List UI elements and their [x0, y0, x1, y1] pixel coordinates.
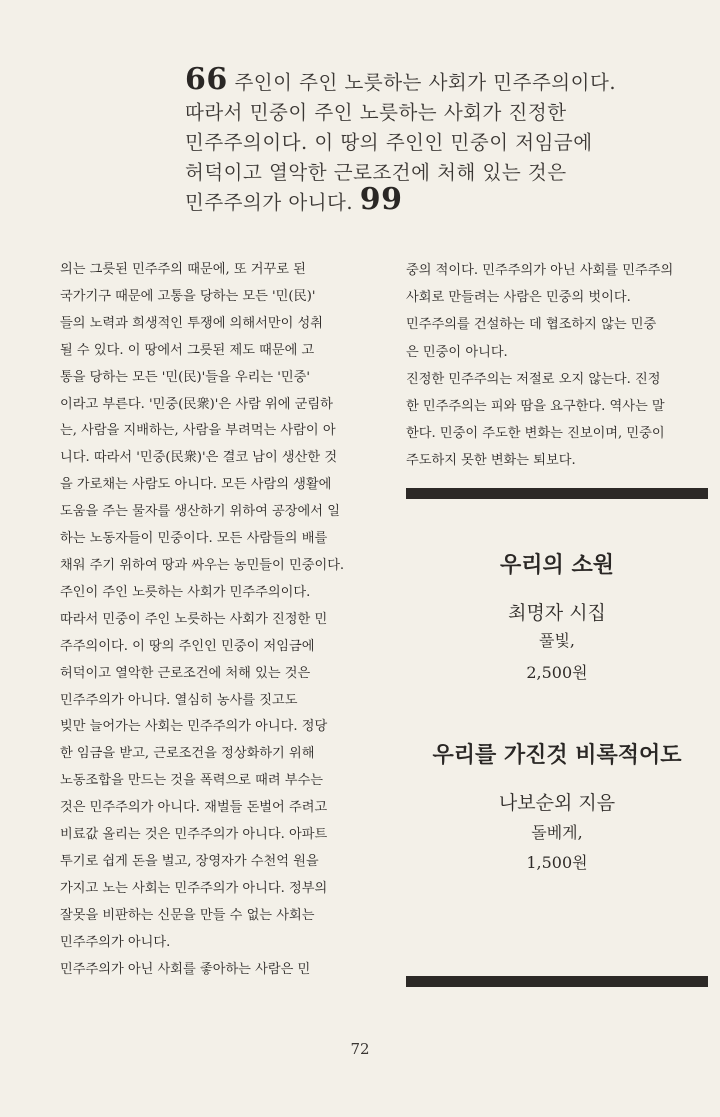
- pull-quote-line: [185, 182, 655, 218]
- close-quote-mark: 99: [359, 182, 403, 217]
- body-text-line: 은 민중이 아니다.: [406, 344, 508, 360]
- body-text-line: 하는 노동자들이 민중이다. 모든 사람들의 배를: [60, 531, 328, 547]
- body-text-line: 민주주의가 아니다.: [60, 934, 171, 950]
- pull-quote-text: 민주주의가 아니다.: [185, 191, 354, 214]
- body-text-line: 가지고 노는 사회는 민주주의가 아니다. 정부의: [60, 880, 328, 896]
- body-text-line: 의는 그릇된 민주주의 때문에, 또 거꾸로 된: [60, 262, 306, 277]
- body-text-line: 비료값 올리는 것은 민주주의가 아니다. 아파트: [60, 827, 328, 843]
- body-text-line: 잘못을 비판하는 신문을 만들 수 없는 사회는: [60, 907, 315, 923]
- divider-rule: [406, 976, 708, 987]
- pull-quote-line: 허덕이고 열악한 근로조건에 처해 있는 것은: [185, 161, 567, 184]
- ad-publisher: 풀빛,: [539, 631, 575, 650]
- body-text-line: 진정한 민주주의는 저절로 오지 않는다. 진정: [406, 371, 661, 387]
- body-text-line: 빚만 늘어가는 사회는 민주주의가 아니다. 정당: [60, 719, 328, 735]
- body-text-line: 허덕이고 열악한 근로조건에 처해 있는 것은: [60, 665, 311, 681]
- divider-rule: [406, 488, 708, 499]
- body-text-line: 들의 노력과 희생적인 투쟁에 의해서만이 성취: [60, 315, 324, 331]
- pull-quote-line: [185, 62, 655, 98]
- body-text-line: 투기로 쉽게 돈을 벌고, 장영자가 수천억 원을: [60, 853, 319, 869]
- body-text-line: 는, 사람을 지배하는, 사람을 부려먹는 사람이 아: [60, 423, 336, 439]
- body-text-line: 채워 주기 위하여 땅과 싸우는 농민들이 민중이다.: [60, 557, 345, 573]
- body-text-line: 민주주의를 건설하는 데 협조하지 않는 민중: [406, 317, 657, 333]
- ad-book-title: 우리의 소원: [500, 553, 614, 578]
- right-text-column: [406, 257, 716, 475]
- body-text-line: 을 가로채는 사람도 아니다. 모든 사람의 생활에: [60, 477, 332, 493]
- body-text-line: 통을 당하는 모든 '민(民)'들을 우리는 '민중': [60, 369, 311, 385]
- pull-quote: [185, 62, 655, 218]
- ad-price: 2,500원: [526, 663, 588, 682]
- body-text-line: 국가기구 때문에 고통을 당하는 모든 '민(民)': [60, 288, 316, 304]
- body-text-line: 한다. 민중이 주도한 변화는 진보이며, 민중이: [406, 426, 665, 442]
- page-number: 72: [350, 1040, 370, 1058]
- body-text-line: 사회로 만들려는 사람은 민중의 벗이다.: [406, 290, 631, 306]
- ad-publisher: 돌베게,: [531, 823, 583, 842]
- body-text-line: 도움을 주는 물자를 생산하기 위하여 공장에서 일: [60, 504, 340, 520]
- pull-quote-line: 따라서 민중이 주인 노릇하는 사회가 진정한: [185, 101, 567, 124]
- body-text-line: 니다. 따라서 '민중(民衆)'은 결코 남이 생산한 것: [60, 450, 338, 466]
- body-text-line: 한 임금을 받고, 근로조건을 정상화하기 위해: [60, 746, 315, 762]
- ad-book-title: 우리를 가진것 비록적어도: [432, 743, 682, 768]
- body-text-line: 주주의이다. 이 땅의 주인인 민중이 저임금에: [60, 638, 315, 654]
- ad-author: 나보순외 지음: [498, 792, 616, 814]
- body-text-line: 한 민주주의는 피와 땀을 요구한다. 역사는 말: [406, 399, 665, 415]
- pull-quote-line: 민주주의이다. 이 땅의 주인인 민중이 저임금에: [185, 131, 593, 154]
- ad-author: 최명자 시집: [508, 602, 606, 624]
- open-quote-mark: 66: [185, 62, 228, 97]
- body-text-line: 중의 적이다. 민주주의가 아닌 사회를 민주주의: [406, 263, 674, 278]
- body-text-line: 민주주의가 아니다. 열심히 농사를 짓고도: [60, 692, 298, 708]
- body-text-line: 이라고 부른다. '민중(民衆)'은 사람 위에 군림하: [60, 396, 333, 412]
- body-text-line: 민주주의가 아닌 사회를 좋아하는 사람은 민: [60, 961, 311, 977]
- ad-price: 1,500원: [526, 853, 588, 872]
- body-text-line: 주인이 주인 노릇하는 사회가 민주주의이다.: [60, 584, 311, 600]
- body-text-line: 주도하지 못한 변화는 퇴보다.: [406, 453, 576, 469]
- left-text-column: [60, 257, 360, 983]
- body-text-line: 노동조합을 만드는 것을 폭력으로 때려 부수는: [60, 773, 324, 789]
- pull-quote-text: 주인이 주인 노릇하는 사회가 민주주의이다.: [234, 71, 617, 94]
- body-text-line: 될 수 있다. 이 땅에서 그릇된 제도 때문에 고: [60, 342, 315, 358]
- body-text-line: 것은 민주주의가 아니다. 재벌들 돈벌어 주려고: [60, 800, 328, 816]
- body-text-line: 따라서 민중이 주인 노릇하는 사회가 진정한 민: [60, 611, 328, 627]
